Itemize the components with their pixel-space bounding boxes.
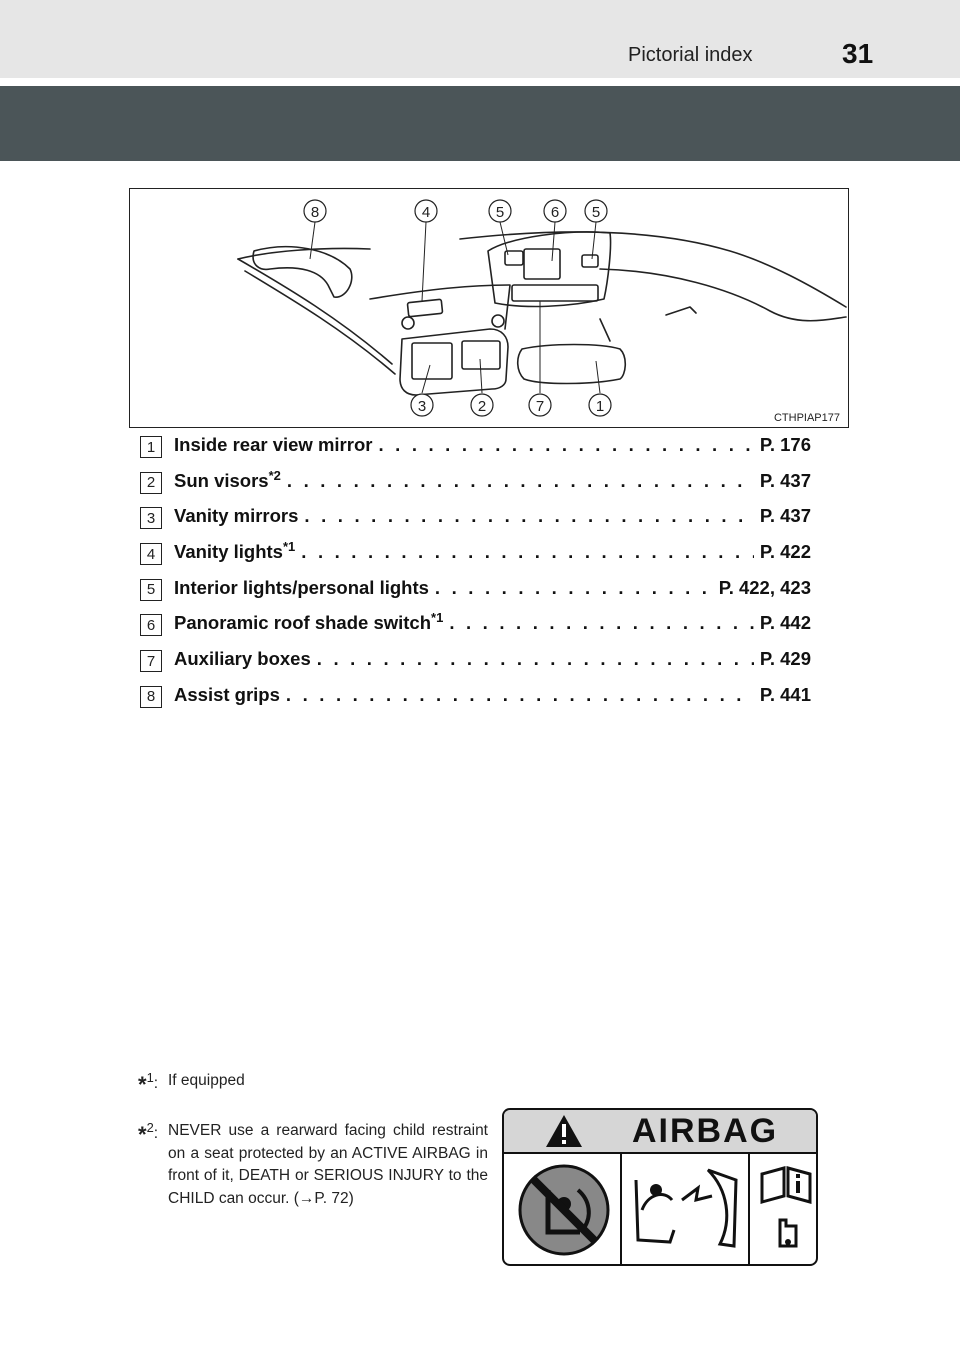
index-item-label: Inside rear view mirror [174,434,373,455]
roof-shade-switch-shape [524,249,560,279]
page-reference-link[interactable]: P. 442 [759,612,811,634]
index-row [140,468,820,504]
footnote-asterisk: * [138,1072,147,1098]
page-reference-link[interactable]: P. 437 [759,505,811,527]
section-title: Pictorial index [628,44,753,66]
index-item-label: Panoramic roof shade switch [174,612,432,634]
callouts-bottom [411,394,611,416]
index-number-badge: 3 [140,507,162,529]
index-number-badge: 4 [140,543,162,565]
callouts-top [304,200,607,222]
footnote-marker: *1 [431,610,444,626]
airbag-deploy-icon [624,1160,744,1260]
index-row [140,575,820,611]
rear-view-mirror-shape [518,345,626,384]
label-divider [748,1152,750,1266]
callout-6-label: 6 [550,204,560,221]
footnote-marker: *1 [282,538,296,554]
callout-2-label: 2 [477,398,487,415]
page-number: 31 [842,38,874,69]
index-row [140,503,820,539]
ceiling-drawing [130,189,848,427]
index-item-label: Vanity lights [174,541,283,563]
dot-leader [287,470,754,492]
interior-illustration [129,188,849,428]
sun-visor-shape [400,329,508,395]
index-row [140,539,820,575]
footnote-1-text: If equipped [168,1072,245,1089]
index-number-badge: 1 [140,436,162,458]
index-item-label: Interior lights/personal lights [174,576,429,598]
callout-5b-label: 5 [591,204,601,221]
dot-leader [449,612,754,634]
callout-1-label: 1 [595,398,605,415]
page-reference-link[interactable]: P. 441 [759,683,811,705]
index-item-label: Assist grips [174,683,280,705]
no-rear-facing-child-seat-icon [514,1160,614,1260]
figure-code: CTHPIAP177 [773,412,840,424]
index-number-badge: 6 [140,614,162,636]
index-row [140,682,820,718]
page-reference-link[interactable]: P. 429 [759,648,811,670]
pictorial-index-list [140,432,820,718]
dot-leader [304,505,753,527]
footnote-number: 2 [146,1120,154,1135]
header-dark-bar [0,86,960,161]
dot-leader [301,541,754,563]
label-divider [620,1152,622,1266]
page-reference-link[interactable]: P. 437 [759,469,811,491]
footnote-2: *$^2$: NEVER use a rearward facing child restraint on a seat protected by an ACTIVE AIRBAG in front of it, DEATH or SERIOUS INJURY to the CHILD can occur. (→P. 72) [138,1120,488,1210]
vanity-light-shape [407,299,442,316]
assist-grip-shape [253,247,352,297]
callout-4-label: 4 [421,204,431,221]
footnote-number: 1 [146,1070,154,1085]
vanity-mirror-shape [412,343,452,379]
index-item-label: Vanity mirrors [174,505,299,527]
read-manual-icon [756,1160,816,1260]
index-item-label: Sun visors [174,469,269,491]
index-item-label: Auxiliary boxes [174,648,311,670]
dot-leader [378,434,753,456]
index-row [140,432,820,468]
page-reference-link[interactable]: P. 176 [759,434,811,455]
footnote-1: *$^1$: If equipped [138,1070,245,1098]
overhead-console-shape [488,232,611,307]
dot-leader [286,684,754,706]
dot-leader [435,577,713,599]
callout-7-label: 7 [535,398,545,415]
callout-8-label: 8 [310,204,320,221]
index-row [140,646,820,682]
footnote-asterisk: * [138,1122,147,1148]
index-row [140,610,820,646]
airbag-title: AIRBAG [632,1112,779,1150]
header-band [0,0,960,78]
page-reference-link[interactable]: P. 422, 423 [718,576,811,598]
index-number-badge: 7 [140,650,162,672]
footnote-2-text: NEVER use a rearward facing child restraint on a seat protected by an ACTIVE AIRBAG in front of it, DEATH or SERIOUS INJURY to the CHILD can occur. (→P. 72) [168,1122,488,1207]
dot-leader [317,648,754,670]
airbag-warning-label [502,1108,818,1266]
index-number-badge: 2 [140,472,162,494]
footnote-marker: *2 [268,467,281,483]
callout-3-label: 3 [417,398,427,415]
airbag-label-header [504,1110,816,1154]
callout-5a-label: 5 [495,204,505,221]
index-number-badge: 8 [140,686,162,708]
page-reference-link[interactable]: P. 422 [759,541,811,563]
index-number-badge: 5 [140,579,162,601]
warning-triangle-icon [544,1113,584,1149]
